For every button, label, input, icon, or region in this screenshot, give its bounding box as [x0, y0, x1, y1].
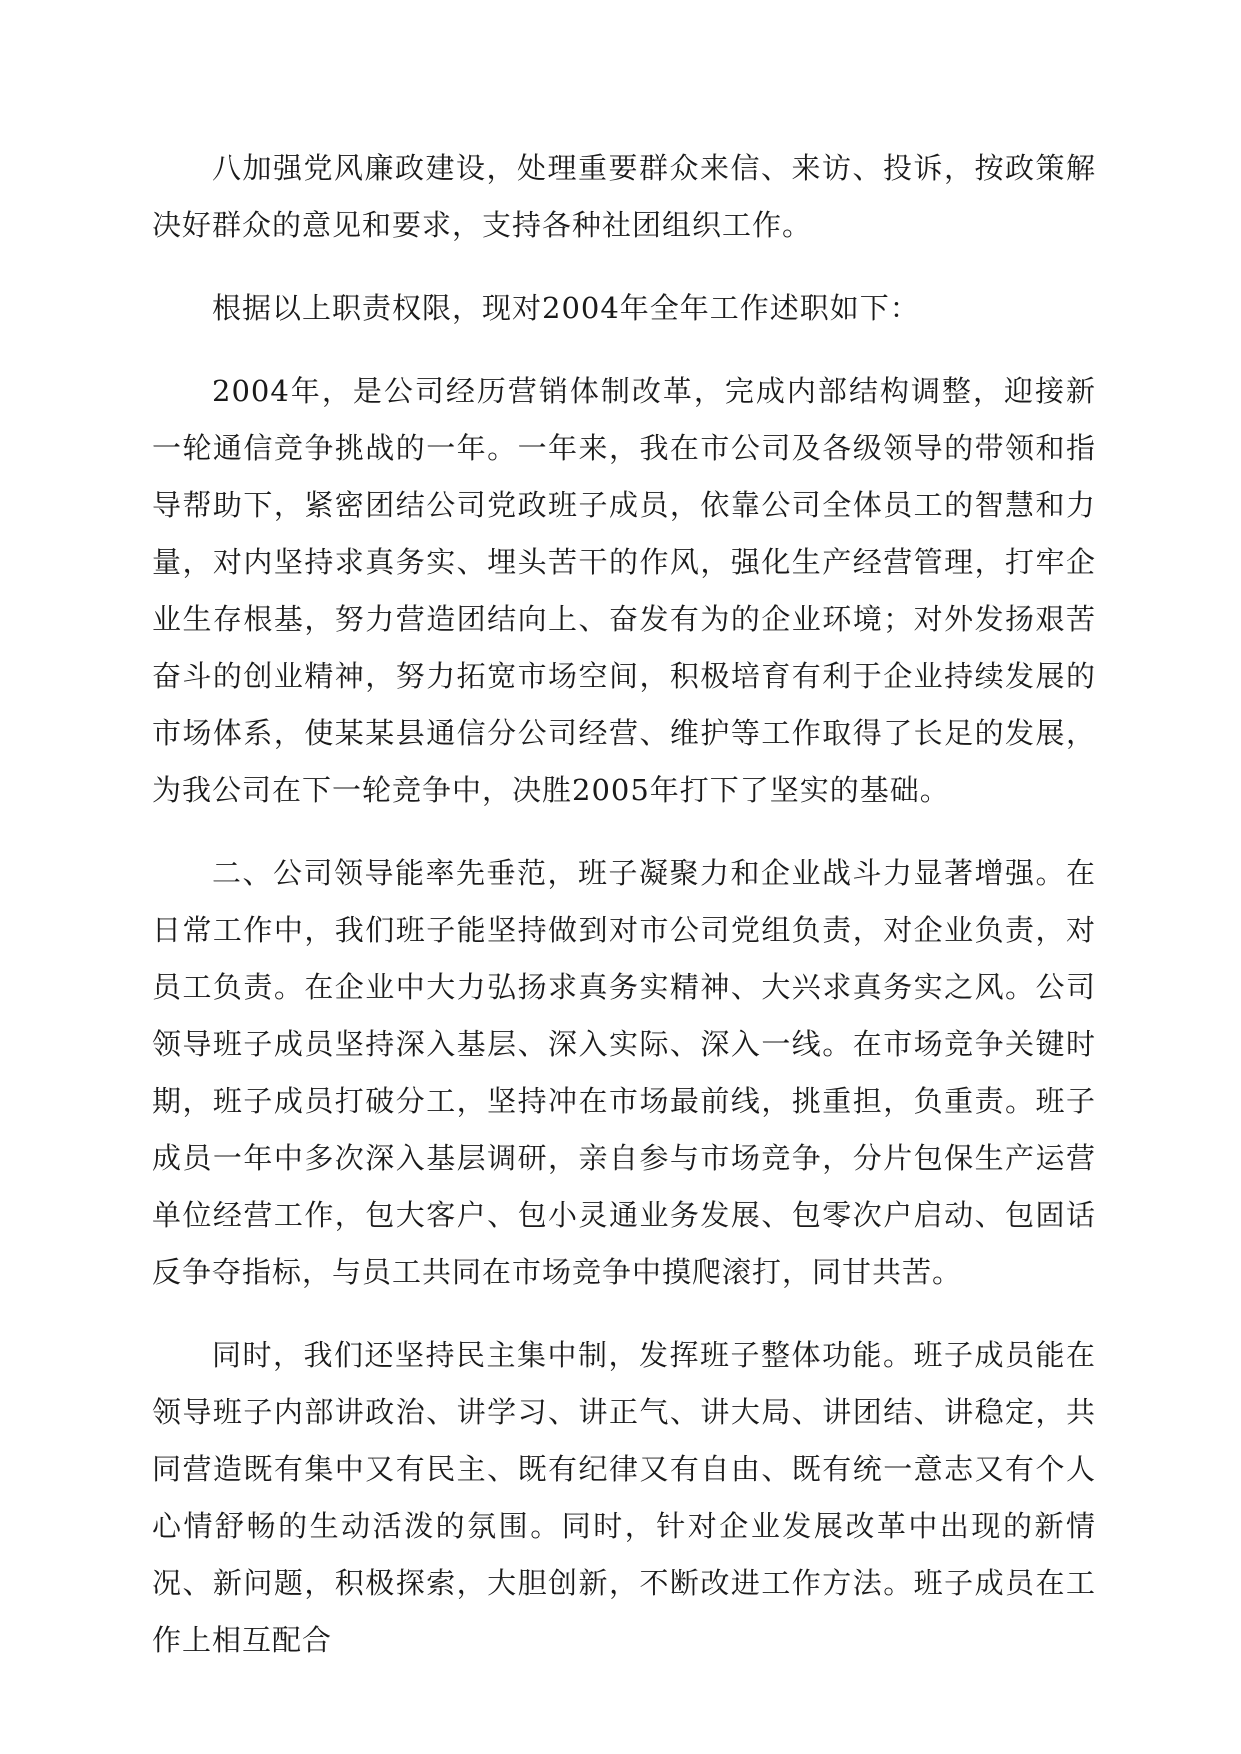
paragraph-report-intro: 根据以上职责权限，现对2004年全年工作述职如下：: [212, 291, 920, 325]
document-body: [152, 140, 1096, 1669]
paragraph-year-summary: 2004年，是公司经历营销体制改革，完成内部结构调整，迎接新一轮通信竞争挑战的一年。一年来，我在市公司及各级领导的带领和指导帮助下，紧密团结公司党政班子成员，依靠公司全体员工的智慧和力量，对内坚持求真务实、埋头苦干的作风，强化生产经营管理，打牢企业生存根基，努力营造团结向上、奋发有为的企业环境；对外发扬艰苦奋斗的创业精神，努力拓宽市场空间，积极培育有利于企业持续发展的市场体系，使某某县通信分公司经营、维护等工作取得了长足的发展，为我公司在下一轮竞争中，决胜2005年打下了坚实的基础。: [152, 374, 1096, 807]
paragraph-leadership: 二、公司领导能率先垂范，班子凝聚力和企业战斗力显著增强。在日常工作中，我们班子能坚持做到对市公司党组负责，对企业负责，对员工负责。在企业中大力弘扬求真务实精神、大兴求真务实之风。公司领导班子成员坚持深入基层、深入实际、深入一线。在市场竞争关键时期，班子成员打破分工，坚持冲在市场最前线，挑重担，负重责。班子成员一年中多次深入基层调研，亲自参与市场竞争，分片包保生产运营单位经营工作，包大客户、包小灵通业务发展、包零次户启动、包固话反争夺指标，与员工共同在市场竞争中摸爬滚打，同甘共苦。: [152, 856, 1096, 1289]
paragraph-democratic-centralism: 同时，我们还坚持民主集中制，发挥班子整体功能。班子成员能在领导班子内部讲政治、讲学习、讲正气、讲大局、讲团结、讲稳定，共同营造既有集中又有民主、既有纪律又有自由、既有统一意志又有个人心情舒畅的生动活泼的氛围。同时，针对企业发展改革中出现的新情况、新问题，积极探索，大胆创新，不断改进工作方法。班子成员在工作上相互配合: [152, 1338, 1096, 1657]
paragraph-party-conduct: 八加强党风廉政建设，处理重要群众来信、来访、投诉，按政策解决好群众的意见和要求，支持各种社团组织工作。: [152, 151, 1096, 242]
